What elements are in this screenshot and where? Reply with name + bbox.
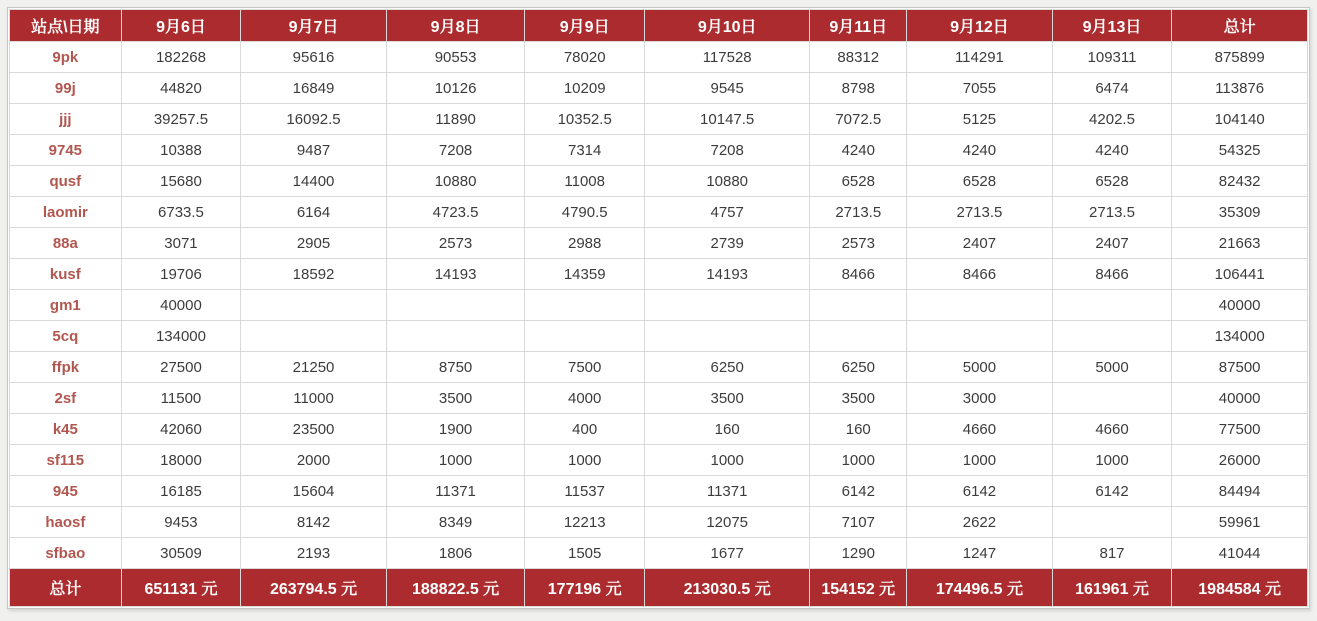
value-cell: 4000 <box>525 383 645 414</box>
value-cell: 2193 <box>241 538 387 569</box>
row-total-cell: 54325 <box>1172 135 1308 166</box>
value-cell: 10880 <box>386 166 525 197</box>
value-cell: 6528 <box>810 166 907 197</box>
row-total-cell: 134000 <box>1172 321 1308 352</box>
table-row <box>10 166 1308 197</box>
value-cell: 2988 <box>525 228 645 259</box>
value-cell: 9545 <box>645 73 810 104</box>
column-header-date: 9月10日 <box>645 10 810 42</box>
value-cell: 117528 <box>645 42 810 73</box>
site-label: 2sf <box>10 383 122 414</box>
table-row <box>10 383 1308 414</box>
site-label: 945 <box>10 476 122 507</box>
value-cell: 11000 <box>241 383 387 414</box>
value-cell: 2573 <box>386 228 525 259</box>
value-cell: 2622 <box>907 507 1053 538</box>
site-label: 99j <box>10 73 122 104</box>
value-cell: 160 <box>810 414 907 445</box>
value-cell: 2713.5 <box>907 197 1053 228</box>
table-row <box>10 197 1308 228</box>
footer-total-cell: 177196 元 <box>525 569 645 607</box>
table-footer <box>10 569 1308 607</box>
value-cell: 6164 <box>241 197 387 228</box>
value-cell <box>1052 321 1172 352</box>
site-label: kusf <box>10 259 122 290</box>
value-cell: 8142 <box>241 507 387 538</box>
value-cell: 6250 <box>645 352 810 383</box>
value-cell: 4790.5 <box>525 197 645 228</box>
column-header-date: 9月7日 <box>241 10 387 42</box>
value-cell: 4202.5 <box>1052 104 1172 135</box>
value-cell <box>1052 507 1172 538</box>
value-cell <box>241 321 387 352</box>
table-row <box>10 135 1308 166</box>
value-cell: 5125 <box>907 104 1053 135</box>
value-cell: 3500 <box>810 383 907 414</box>
site-label: 5cq <box>10 321 122 352</box>
value-cell: 1000 <box>1052 445 1172 476</box>
column-header-date: 9月12日 <box>907 10 1053 42</box>
value-cell <box>907 290 1053 321</box>
value-cell: 21250 <box>241 352 387 383</box>
value-cell: 3500 <box>645 383 810 414</box>
value-cell: 7500 <box>525 352 645 383</box>
table-row <box>10 290 1308 321</box>
value-cell: 23500 <box>241 414 387 445</box>
column-header-date: 9月6日 <box>121 10 241 42</box>
value-cell: 3071 <box>121 228 241 259</box>
table-header <box>10 10 1308 42</box>
value-cell: 44820 <box>121 73 241 104</box>
value-cell: 8466 <box>907 259 1053 290</box>
value-cell <box>386 290 525 321</box>
site-label: sf115 <box>10 445 122 476</box>
site-label: 9pk <box>10 42 122 73</box>
value-cell: 1000 <box>525 445 645 476</box>
value-cell: 14400 <box>241 166 387 197</box>
value-cell: 1000 <box>645 445 810 476</box>
value-cell: 10209 <box>525 73 645 104</box>
value-cell: 1247 <box>907 538 1053 569</box>
value-cell: 42060 <box>121 414 241 445</box>
footer-grand-total-cell: 1984584 元 <box>1172 569 1308 607</box>
site-label: jjj <box>10 104 122 135</box>
value-cell: 6474 <box>1052 73 1172 104</box>
column-header-date: 9月13日 <box>1052 10 1172 42</box>
row-total-cell: 106441 <box>1172 259 1308 290</box>
value-cell: 3500 <box>386 383 525 414</box>
footer-label: 总计 <box>10 569 122 607</box>
site-label: gm1 <box>10 290 122 321</box>
row-total-cell: 59961 <box>1172 507 1308 538</box>
value-cell: 134000 <box>121 321 241 352</box>
row-total-cell: 35309 <box>1172 197 1308 228</box>
value-cell: 2573 <box>810 228 907 259</box>
value-cell: 10147.5 <box>645 104 810 135</box>
value-cell: 11537 <box>525 476 645 507</box>
table-frame <box>7 7 1310 609</box>
value-cell: 5000 <box>1052 352 1172 383</box>
value-cell: 6142 <box>810 476 907 507</box>
value-cell: 7055 <box>907 73 1053 104</box>
value-cell: 4757 <box>645 197 810 228</box>
value-cell: 6250 <box>810 352 907 383</box>
value-cell: 8349 <box>386 507 525 538</box>
value-cell: 114291 <box>907 42 1053 73</box>
value-cell: 1900 <box>386 414 525 445</box>
row-total-cell: 40000 <box>1172 290 1308 321</box>
value-cell: 16185 <box>121 476 241 507</box>
value-cell: 11500 <box>121 383 241 414</box>
value-cell: 10388 <box>121 135 241 166</box>
value-cell: 27500 <box>121 352 241 383</box>
value-cell: 10126 <box>386 73 525 104</box>
value-cell <box>645 321 810 352</box>
table-row <box>10 507 1308 538</box>
value-cell: 90553 <box>386 42 525 73</box>
value-cell: 11371 <box>645 476 810 507</box>
value-cell <box>645 290 810 321</box>
value-cell: 7107 <box>810 507 907 538</box>
row-total-cell: 875899 <box>1172 42 1308 73</box>
row-total-cell: 41044 <box>1172 538 1308 569</box>
column-header-date: 9月9日 <box>525 10 645 42</box>
value-cell: 6142 <box>1052 476 1172 507</box>
value-cell: 6528 <box>1052 166 1172 197</box>
row-total-cell: 82432 <box>1172 166 1308 197</box>
value-cell: 4660 <box>907 414 1053 445</box>
table-row <box>10 104 1308 135</box>
site-label: sfbao <box>10 538 122 569</box>
value-cell: 95616 <box>241 42 387 73</box>
value-cell <box>241 290 387 321</box>
value-cell <box>1052 290 1172 321</box>
column-header-site-date: 站点\日期 <box>10 10 122 42</box>
table-row <box>10 476 1308 507</box>
value-cell: 18000 <box>121 445 241 476</box>
row-total-cell: 21663 <box>1172 228 1308 259</box>
value-cell: 88312 <box>810 42 907 73</box>
value-cell: 11371 <box>386 476 525 507</box>
footer-total-cell: 263794.5 元 <box>241 569 387 607</box>
row-total-cell: 77500 <box>1172 414 1308 445</box>
value-cell: 12213 <box>525 507 645 538</box>
header-row <box>10 10 1308 42</box>
value-cell: 19706 <box>121 259 241 290</box>
footer-total-cell: 651131 元 <box>121 569 241 607</box>
value-cell: 7072.5 <box>810 104 907 135</box>
value-cell: 1677 <box>645 538 810 569</box>
value-cell: 400 <box>525 414 645 445</box>
value-cell: 3000 <box>907 383 1053 414</box>
value-cell: 40000 <box>121 290 241 321</box>
value-cell: 39257.5 <box>121 104 241 135</box>
site-label: ffpk <box>10 352 122 383</box>
value-cell: 7208 <box>645 135 810 166</box>
value-cell: 6528 <box>907 166 1053 197</box>
value-cell: 8798 <box>810 73 907 104</box>
row-total-cell: 87500 <box>1172 352 1308 383</box>
value-cell: 1806 <box>386 538 525 569</box>
value-cell: 8466 <box>1052 259 1172 290</box>
footer-total-cell: 154152 元 <box>810 569 907 607</box>
table-row <box>10 414 1308 445</box>
value-cell: 1505 <box>525 538 645 569</box>
value-cell: 5000 <box>907 352 1053 383</box>
value-cell: 2000 <box>241 445 387 476</box>
value-cell: 2739 <box>645 228 810 259</box>
table-row <box>10 228 1308 259</box>
table-row <box>10 42 1308 73</box>
value-cell: 4723.5 <box>386 197 525 228</box>
value-cell: 2905 <box>241 228 387 259</box>
table-row <box>10 445 1308 476</box>
value-cell: 14193 <box>386 259 525 290</box>
value-cell: 6142 <box>907 476 1053 507</box>
value-cell: 4240 <box>810 135 907 166</box>
column-header-date: 9月8日 <box>386 10 525 42</box>
table-row <box>10 352 1308 383</box>
value-cell: 817 <box>1052 538 1172 569</box>
value-cell: 2407 <box>1052 228 1172 259</box>
column-header-total: 总计 <box>1172 10 1308 42</box>
value-cell: 10880 <box>645 166 810 197</box>
value-cell: 4240 <box>1052 135 1172 166</box>
value-cell <box>1052 383 1172 414</box>
site-label: 88a <box>10 228 122 259</box>
value-cell: 182268 <box>121 42 241 73</box>
site-label: k45 <box>10 414 122 445</box>
value-cell: 30509 <box>121 538 241 569</box>
site-label: 9745 <box>10 135 122 166</box>
site-label: haosf <box>10 507 122 538</box>
row-total-cell: 40000 <box>1172 383 1308 414</box>
value-cell: 2713.5 <box>810 197 907 228</box>
value-cell: 1000 <box>386 445 525 476</box>
value-cell: 11008 <box>525 166 645 197</box>
value-cell: 9453 <box>121 507 241 538</box>
table-row <box>10 321 1308 352</box>
value-cell: 16849 <box>241 73 387 104</box>
row-total-cell: 84494 <box>1172 476 1308 507</box>
value-cell: 11890 <box>386 104 525 135</box>
value-cell: 109311 <box>1052 42 1172 73</box>
value-cell: 1290 <box>810 538 907 569</box>
value-cell: 8750 <box>386 352 525 383</box>
value-cell <box>525 290 645 321</box>
value-cell: 7208 <box>386 135 525 166</box>
value-cell: 2713.5 <box>1052 197 1172 228</box>
value-cell: 4660 <box>1052 414 1172 445</box>
value-cell <box>810 290 907 321</box>
value-cell: 16092.5 <box>241 104 387 135</box>
daily-revenue-table <box>9 9 1308 607</box>
site-label: laomir <box>10 197 122 228</box>
table-row <box>10 259 1308 290</box>
footer-total-cell: 213030.5 元 <box>645 569 810 607</box>
value-cell: 14193 <box>645 259 810 290</box>
value-cell <box>525 321 645 352</box>
value-cell: 10352.5 <box>525 104 645 135</box>
value-cell: 6733.5 <box>121 197 241 228</box>
table-row <box>10 73 1308 104</box>
site-label: qusf <box>10 166 122 197</box>
table-body <box>10 42 1308 569</box>
value-cell <box>907 321 1053 352</box>
footer-total-cell: 174496.5 元 <box>907 569 1053 607</box>
value-cell: 4240 <box>907 135 1053 166</box>
footer-total-cell: 188822.5 元 <box>386 569 525 607</box>
value-cell: 78020 <box>525 42 645 73</box>
footer-total-cell: 161961 元 <box>1052 569 1172 607</box>
value-cell: 12075 <box>645 507 810 538</box>
value-cell: 160 <box>645 414 810 445</box>
value-cell <box>810 321 907 352</box>
value-cell: 15680 <box>121 166 241 197</box>
value-cell: 2407 <box>907 228 1053 259</box>
footer-row <box>10 569 1308 607</box>
table-row <box>10 538 1308 569</box>
value-cell: 15604 <box>241 476 387 507</box>
value-cell: 1000 <box>907 445 1053 476</box>
value-cell: 1000 <box>810 445 907 476</box>
row-total-cell: 113876 <box>1172 73 1308 104</box>
value-cell: 7314 <box>525 135 645 166</box>
row-total-cell: 26000 <box>1172 445 1308 476</box>
value-cell: 8466 <box>810 259 907 290</box>
value-cell: 14359 <box>525 259 645 290</box>
value-cell: 18592 <box>241 259 387 290</box>
value-cell: 9487 <box>241 135 387 166</box>
column-header-date: 9月11日 <box>810 10 907 42</box>
row-total-cell: 104140 <box>1172 104 1308 135</box>
value-cell <box>386 321 525 352</box>
